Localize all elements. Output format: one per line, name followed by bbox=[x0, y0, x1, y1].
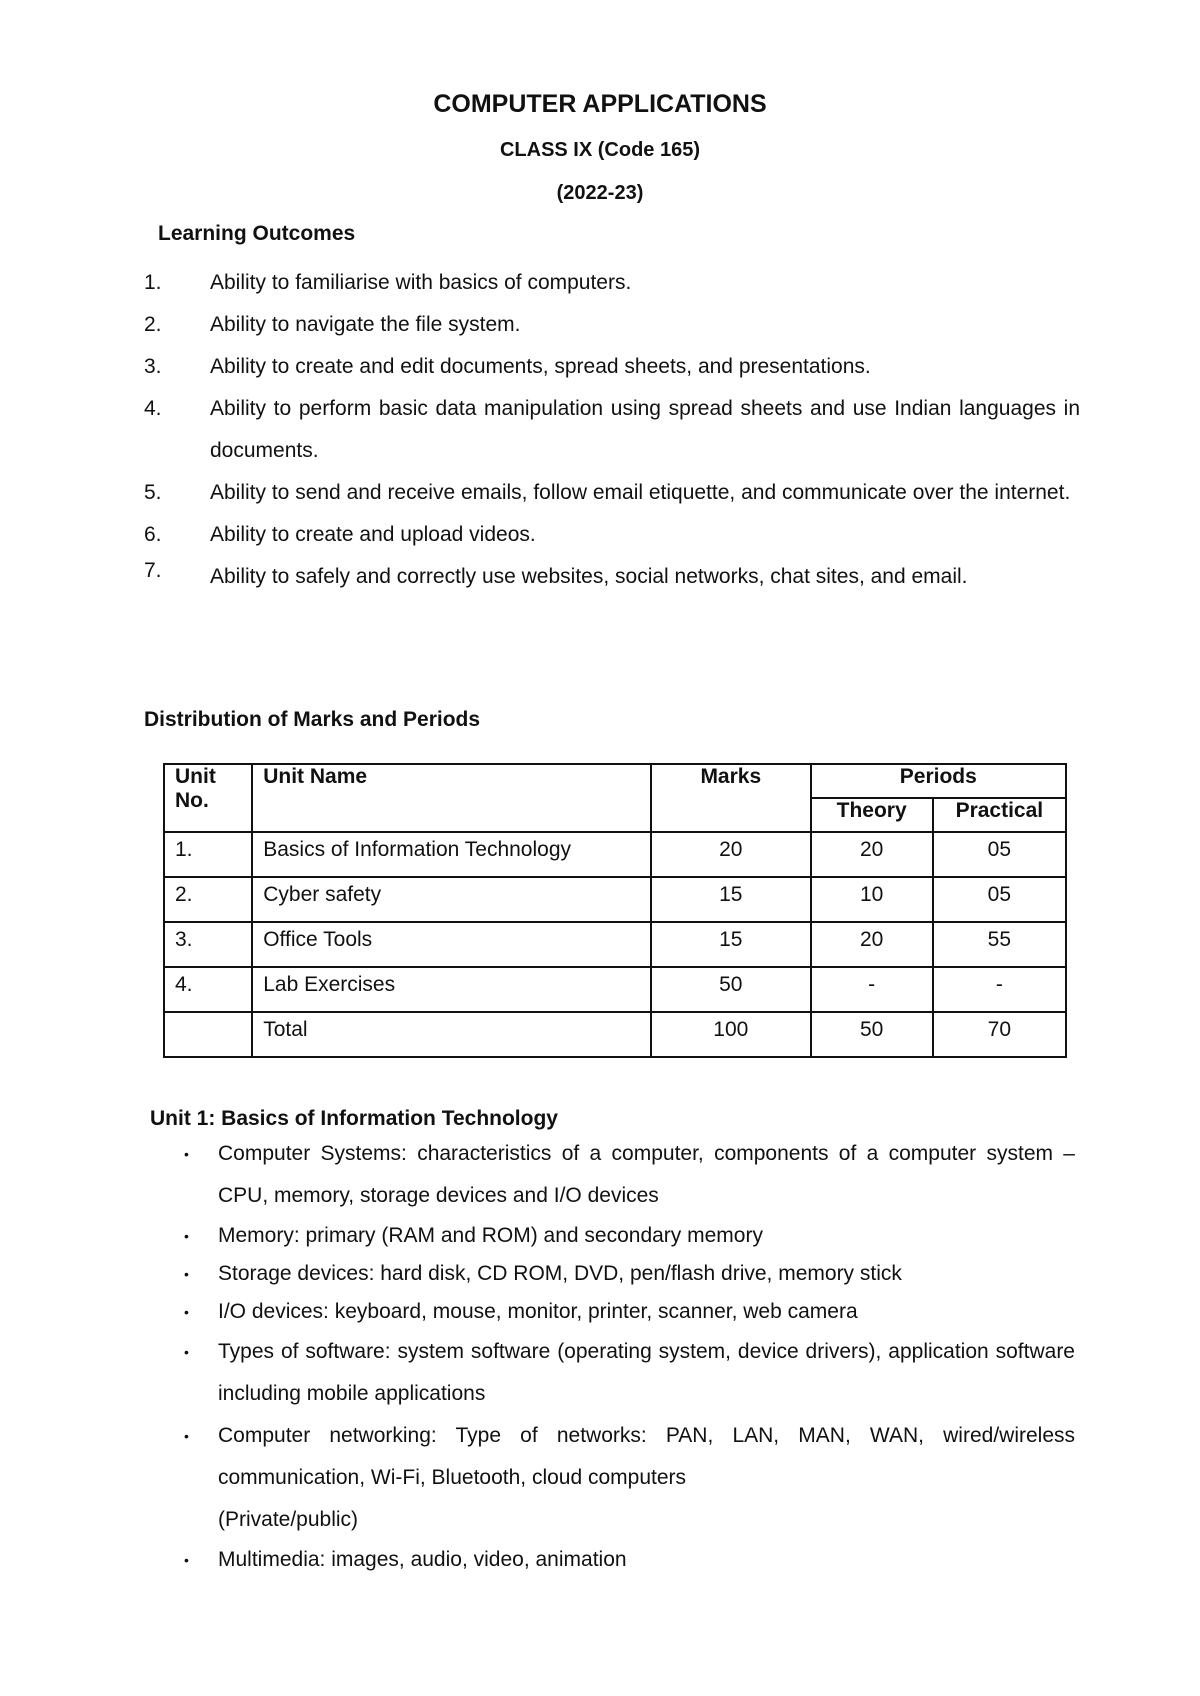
page-title: COMPUTER APPLICATIONS bbox=[433, 90, 767, 118]
cell-theory: 10 bbox=[811, 877, 933, 922]
marks-distribution-table bbox=[163, 763, 1067, 1058]
cell-total-label: Total bbox=[252, 1012, 651, 1057]
list-item bbox=[180, 1255, 1075, 1293]
cell-total-marks: 100 bbox=[651, 1012, 811, 1057]
header-unit-name: Unit Name bbox=[252, 764, 651, 832]
outcome-text: Ability to create and edit documents, spread sheets, and presentations. bbox=[210, 355, 871, 378]
outcome-number: 2. bbox=[144, 313, 162, 336]
outcome-item bbox=[144, 304, 1080, 346]
cell-total-theory: 50 bbox=[811, 1012, 933, 1057]
list-item bbox=[180, 1293, 1075, 1331]
cell-unit-no: 1. bbox=[164, 832, 252, 877]
outcome-text: Ability to send and receive emails, follow email etiquette, and communicate over the internet. bbox=[210, 481, 1071, 504]
academic-year: (2022-23) bbox=[556, 182, 644, 204]
outcome-item bbox=[144, 514, 1080, 556]
class-code-subtitle: CLASS IX (Code 165) bbox=[499, 139, 701, 161]
table-row bbox=[164, 832, 1066, 877]
outcome-item bbox=[144, 346, 1080, 388]
cell-practical: 55 bbox=[933, 922, 1066, 967]
unit1-topic-list bbox=[180, 1133, 1075, 1579]
cell-marks: 15 bbox=[651, 922, 811, 967]
cell-theory: - bbox=[811, 967, 933, 1012]
bullet-icon: • bbox=[184, 1344, 189, 1360]
outcome-item bbox=[144, 556, 1080, 591]
cell-marks: 15 bbox=[651, 877, 811, 922]
learning-outcomes-list bbox=[144, 262, 1080, 591]
cell-practical: 05 bbox=[933, 832, 1066, 877]
bullet-icon: • bbox=[184, 1266, 189, 1282]
cell-unit-no: 3. bbox=[164, 922, 252, 967]
list-item-text: I/O devices: keyboard, mouse, monitor, printer, scanner, web camera bbox=[218, 1300, 858, 1323]
bullet-icon: • bbox=[184, 1552, 189, 1568]
cell-unit-name: Lab Exercises bbox=[252, 967, 651, 1012]
outcome-item bbox=[144, 388, 1080, 472]
outcome-text: Ability to perform basic data manipulation using spread sheets and use Indian languages in documents. bbox=[210, 397, 1080, 462]
list-item-continuation: (Private/public) bbox=[218, 1508, 359, 1531]
list-item-text: Types of software: system software (operating system, device drivers), application software including mobile applications bbox=[218, 1340, 1075, 1405]
table-row-total bbox=[164, 1012, 1066, 1057]
unit1-heading: Unit 1: Basics of Information Technology bbox=[150, 1107, 558, 1130]
list-item bbox=[180, 1331, 1075, 1415]
cell-marks: 20 bbox=[651, 832, 811, 877]
bullet-icon: • bbox=[184, 1146, 189, 1162]
cell-unit-name: Office Tools bbox=[252, 922, 651, 967]
outcome-number: 5. bbox=[144, 481, 162, 504]
learning-outcomes-heading: Learning Outcomes bbox=[158, 222, 356, 245]
cell-marks: 50 bbox=[651, 967, 811, 1012]
cell-unit-no: 2. bbox=[164, 877, 252, 922]
bullet-icon: • bbox=[184, 1428, 189, 1444]
outcome-text: Ability to safely and correctly use websites, social networks, chat sites, and email. bbox=[210, 565, 968, 588]
cell-practical: - bbox=[933, 967, 1066, 1012]
header-periods: Periods bbox=[811, 764, 1066, 798]
bullet-icon: • bbox=[184, 1304, 189, 1320]
list-item-text: Computer networking: Type of networks: PAN, LAN, MAN, WAN, wired/wireless communication, Wi-Fi, Bluetooth, cloud computers bbox=[218, 1424, 1075, 1489]
cell-unit-no: 4. bbox=[164, 967, 252, 1012]
list-item-text: Computer Systems: characteristics of a computer, components of a computer system – CPU, memory, storage devices and I/O devices bbox=[218, 1142, 1075, 1207]
outcome-number: 3. bbox=[144, 355, 162, 378]
cell-theory: 20 bbox=[811, 832, 933, 877]
outcome-item bbox=[144, 472, 1080, 514]
outcome-number: 4. bbox=[144, 397, 162, 420]
distribution-heading: Distribution of Marks and Periods bbox=[144, 708, 481, 731]
outcome-text: Ability to navigate the file system. bbox=[210, 313, 521, 336]
list-item-text: Memory: primary (RAM and ROM) and secondary memory bbox=[218, 1224, 763, 1247]
outcome-text: Ability to familiarise with basics of computers. bbox=[210, 271, 632, 294]
list-item bbox=[180, 1415, 1075, 1541]
cell-total-practical: 70 bbox=[933, 1012, 1066, 1057]
list-item bbox=[180, 1133, 1075, 1217]
cell-practical: 05 bbox=[933, 877, 1066, 922]
cell-unit-name: Basics of Information Technology bbox=[252, 832, 651, 877]
header-marks: Marks bbox=[651, 764, 811, 832]
table-row bbox=[164, 967, 1066, 1012]
cell-unit-name: Cyber safety bbox=[252, 877, 651, 922]
table-row bbox=[164, 922, 1066, 967]
list-item bbox=[180, 1541, 1075, 1579]
outcome-number: 7. bbox=[144, 559, 162, 582]
cell-theory: 20 bbox=[811, 922, 933, 967]
outcome-number: 6. bbox=[144, 523, 162, 546]
table-row bbox=[164, 877, 1066, 922]
outcome-item bbox=[144, 262, 1080, 304]
list-item bbox=[180, 1217, 1075, 1255]
outcome-text: Ability to create and upload videos. bbox=[210, 523, 536, 546]
list-item-text: Multimedia: images, audio, video, animation bbox=[218, 1548, 627, 1571]
header-unit-no: Unit No. bbox=[164, 764, 252, 832]
bullet-icon: • bbox=[184, 1228, 189, 1244]
outcome-number: 1. bbox=[144, 271, 162, 294]
cell-unit-no bbox=[164, 1012, 252, 1057]
header-theory: Theory bbox=[811, 798, 933, 832]
header-practical: Practical bbox=[933, 798, 1066, 832]
list-item-text: Storage devices: hard disk, CD ROM, DVD, pen/flash drive, memory stick bbox=[218, 1262, 902, 1285]
